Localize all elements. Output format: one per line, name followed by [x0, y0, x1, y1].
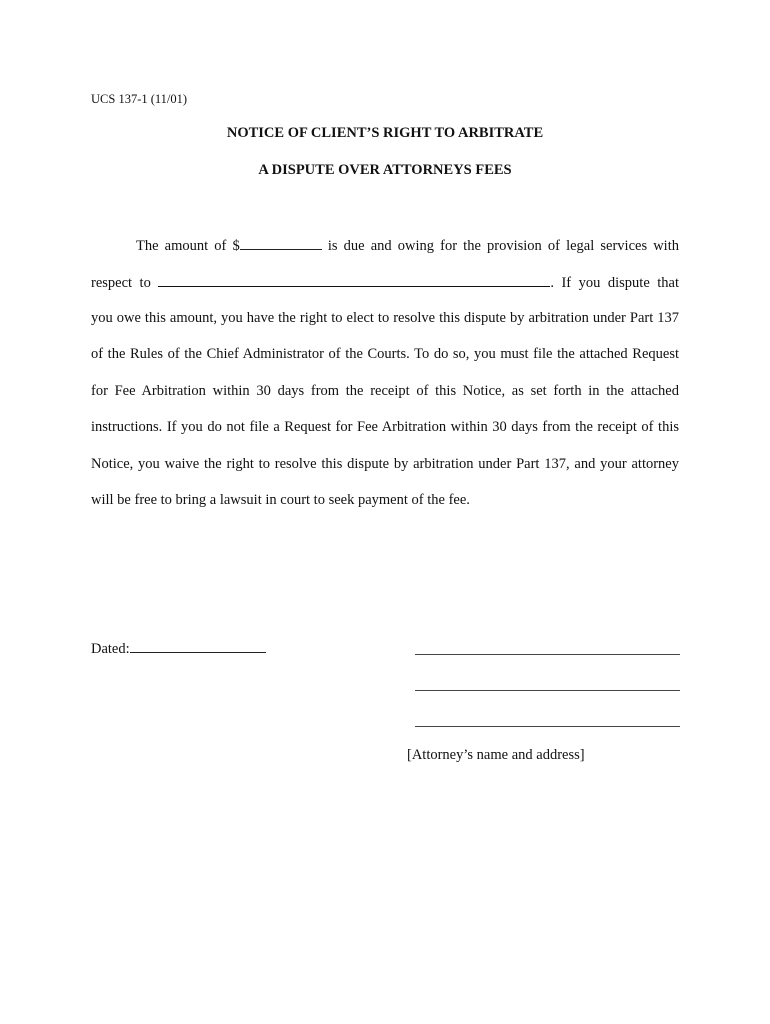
amount-blank[interactable] — [240, 235, 322, 250]
attorney-line-3[interactable] — [415, 726, 680, 727]
body-line-4: of the Rules of the Chief Administrator of the Courts. To do so, you must file the attached Request — [91, 346, 679, 362]
respect-label: respect to — [91, 275, 151, 291]
respect-to-blank[interactable] — [158, 272, 550, 287]
body-line-7: Notice, you waive the right to resolve this dispute by arbitration under Part 137, and your attorney — [91, 456, 679, 472]
body-line-2 — [91, 272, 679, 292]
amount-label: The amount of $ — [136, 238, 240, 254]
attorney-line-2[interactable] — [415, 690, 680, 691]
body-line-8: will be free to bring a lawsuit in court to seek payment of the fee. — [91, 492, 470, 508]
form-id: UCS 137-1 (11/01) — [91, 92, 188, 106]
title-line-2: A DISPUTE OVER ATTORNEYS FEES — [258, 162, 512, 178]
body-text: . If you dispute that — [550, 275, 679, 291]
dated-label: Dated: — [91, 641, 130, 657]
body-line-1 — [136, 235, 679, 255]
body-text: is due and owing for the provision of legal services with — [327, 238, 679, 254]
body-line-6: instructions. If you do not file a Request for Fee Arbitration within 30 days from the receipt of this — [91, 419, 679, 435]
body-line-3: you owe this amount, you have the right to elect to resolve this dispute by arbitration under Part 137 — [91, 310, 679, 326]
dated-field — [91, 638, 266, 658]
attorney-line-1[interactable] — [415, 654, 680, 655]
title-line-1: NOTICE OF CLIENT’S RIGHT TO ARBITRATE — [226, 125, 544, 141]
body-line-5: for Fee Arbitration within 30 days from the receipt of this Notice, as set forth in the attached — [91, 383, 679, 399]
attorney-caption: [Attorney’s name and address] — [407, 747, 585, 763]
dated-blank[interactable] — [130, 638, 266, 653]
